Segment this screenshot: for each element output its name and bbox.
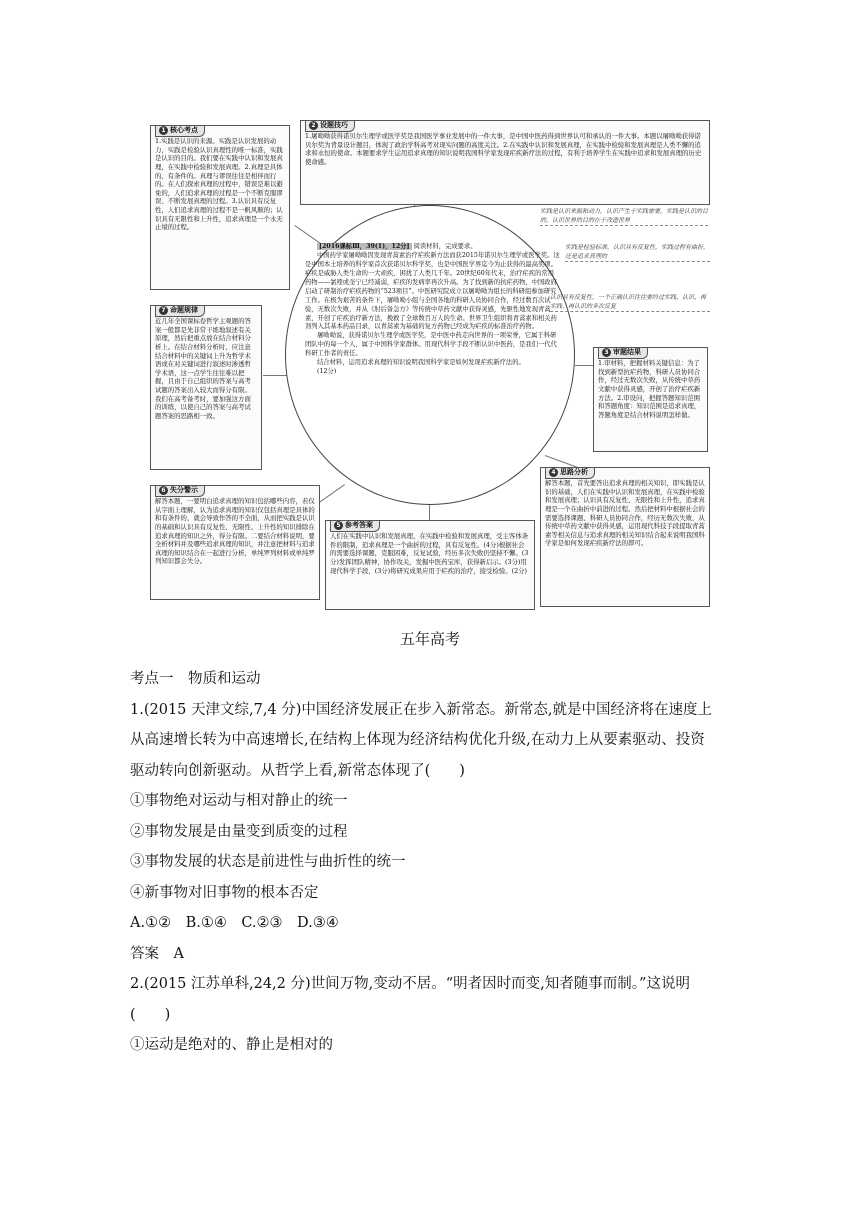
question-content: [130, 664, 730, 1061]
question-stem: ( ): [130, 1006, 171, 1023]
material-text: [305, 243, 560, 377]
box-tab: 5 参考答案: [330, 520, 380, 532]
handwritten-note: 实践是检验标准，认识具有反复性，实践过程有曲折，还是追求真理的: [565, 244, 710, 260]
box-approach-analysis: [540, 467, 710, 607]
material-score: (12分): [317, 368, 337, 376]
connector-line: [316, 484, 345, 505]
box-text: 解答本题，首先要答出追求真理的相关知识，即实践是认识的基础，人们在实践中认识和发展真理，在实践中检验和发展真理；认识具有反复性、无限性和上升性，追求真理是一个在曲折中前进的过程。然后把材料中根据社会的需要选择课题、科研人员协同合作，经历无数次失败，从传统中草药文献中获得灵感，运用现代科技手段提取青蒿素等相关信息与追求真理的相关知识结合起来说明我国科学家是如何发现疟疾新疗法的即可。: [545, 479, 705, 548]
connector-line: [575, 365, 595, 366]
question-option: ③事物发展的状态是前进性与曲折性的统一: [130, 854, 406, 870]
box-text: 1.审材料，把握材料关键信息：为了找到新型抗疟药物，科研人员协同合作，经过无数次失败，从传统中草药文献中获得灵感，开创了治疗疟疾新方法。2.审设问，把握答题知识范围和答题角度：知识范围是追求真理，答题角度是结合材料说明怎样做。: [598, 359, 701, 419]
question-option: ①运动是绝对的、静止是相对的: [130, 1037, 333, 1053]
box-tab: 2 设题技巧: [305, 120, 355, 132]
knowledge-map-figure: [145, 115, 720, 615]
box-reference-answer: [325, 520, 535, 610]
handwritten-note: 认识具有反复性，一个正确认识往往要经过实践、认识、再实践、再认识的多次反复: [550, 293, 710, 312]
box-text: 解答本题，一要明白追求真理的知识包括哪些内容，若仅从字面上理解，认为追求真理的知识仅包括真理是具体的和有条件的，就会导致作答的不全面，从而把实践是认识的基础和认识具有反复性、无限性、上升性的知识排除在追求真理的知识之外，得分有限。二要结合材料说明，要全析材料并及哪些追求真理的知识，并注意把材料与追求真理的知识结合在一起进行分析，单纯罗列材料或单纯罗列知识都会失分。: [155, 497, 315, 566]
question-stem: 从高速增长转为中高速增长,在结构上体现为经济结构优化升级,在动力上从要素驱动、投资: [130, 732, 705, 748]
handwritten-note: 实践是认识来源和动力，认识产生于实践需要，实践是认识的目的，认识世界的目的在于改造世界: [540, 208, 709, 224]
box-text: 近几年全国课标卷哲学主观题的答案一般都是先非常干练地叙述有关原理，然后把重点放在结合材料分析上。在结合材料分析时，应注意结合材料中的关键词上升为哲学术语或在对关键词进行叙述时渗透哲学术语，这一点学生往往难以把握，且由于自己组织的答案与高考试题的答案出入较大而得分有限。我们在高考备考时，要加强这方面的训练，以使自己的答案与高考试题答案的思路相一致。: [155, 317, 251, 421]
box-review-results: [593, 347, 708, 452]
box-design-skills: [300, 120, 710, 205]
box-core-points: [150, 125, 290, 290]
box-tab: 7 命题规律: [155, 305, 205, 317]
section-caption: 五年高考: [399, 630, 460, 648]
question-option: ④新事物对旧事物的根本否定: [130, 884, 319, 901]
section-heading: 考点一 物质和运动: [130, 671, 261, 687]
box-tab: 3 审题结果: [598, 347, 648, 359]
material-para: 屠呦呦说，获得诺贝尔生理学或医学奖，是中医中药走向世界的一项荣誉，它属于科研团队中的每一个人，属于中国科学家群体。用现代科学手段不断认识中医药，是我们一代代科研工作者的责任。: [305, 332, 557, 358]
question-option: ①事物绝对运动与相对静止的统一: [130, 793, 348, 809]
box-tab: 1 核心考点: [155, 125, 205, 137]
question-option: ②事物发展是由量变到质变的过程: [130, 823, 348, 840]
question-stem: 驱动转向创新驱动。从哲学上看,新常态体现了( ): [130, 762, 465, 779]
box-text: 1.屠呦呦获得诺贝尔生理学或医学奖是我国医学事业发展中的一件大事，是中国中医药得到世界认可和承认的一件大事。本题以屠呦呦获得诺贝尔奖为背景设计题目，体现了政治学科高考对现实问题的高度关注。2.在实践中认识和发展真理，在实践中检验和发展真理是人类不懈的追求和永恒的使命。本题要求学生运用追求真理的知识说明我国科学家发现疟疾新疗法的过程，有利于培养学生在实践中追求和发展真理的历史使命感。: [305, 132, 702, 166]
question-stem: 1.(2015 天津文综,7,4 分)中国经济发展正在步入新常态。新常态,就是中国经济将在速度上: [130, 701, 713, 718]
box-score-warning: [150, 485, 320, 600]
material-source: [2016课标Ⅲ，39(1)，12分]: [319, 243, 410, 250]
material-para: 结合材料，运用追求真理的知识说明我国科学家是如何发现疟疾新疗法的。: [317, 359, 525, 367]
box-tab: 4 思路分析: [545, 467, 595, 479]
answer-choices: A.①② B.①④ C.②③ D.③④: [130, 915, 339, 931]
material-lead: 阅读材料，完成要求。: [413, 243, 477, 250]
box-proposition-rules: [150, 305, 262, 470]
material-para: 中国药学家屠呦呦因发现青蒿素治疗疟疾新方法而获2015年诺贝尔生理学或医学奖。这是中国本土培养的科学家首次获诺贝尔科学奖，也是中国医学界迄今为止获得的最高奖项。疟疾是威胁人类生命的一大顽疾，困扰了人类几千年。20世纪60年代末，治疗疟疾的常用药物——氯喹或奎宁已经减弱，疟疾的发病率再次升高。为了找到新的抗疟药物，中国政府启动了研制治疗疟疾药物的“523项目”。中医研究院成立以屠呦呦为组长的科研组参加研究工作。在极为艰苦的条件下，屠呦呦小组与全国各地的科研人员协同合作，经过数百次试验，无数次失败，并从《肘后备急方》等传统中草药文献中获得灵感，先驱性地发现青蒿素，开创了疟疾治疗新方法，挽救了全球数百万人的生命。世界卫生组织将青蒿素和相关药剂列入其基本药品目录，以青蒿素为基础的复方药物已经成为疟疾的标准治疗药物。: [305, 251, 560, 331]
question-stem: 2.(2015 江苏单科,24,2 分)世间万物,变动不居。“明者因时而变,知者随事而制。”这说明: [130, 976, 690, 992]
box-text: 人们在实践中认识和发展真理，在实践中检验和发展真理，受主客体条件的限制，追求真理是一个曲折的过程，具有反复性。(4分)根据社会的需要选择课题，克服困难，反复试验，经历多次失败仍坚持不懈。(3分)发挥团队精神，协作攻关，发掘中医药宝库，获得新启示。(3分)用现代科学手段，(3分)将研究成果应用于疟疾的治疗，接受检验。(2分): [330, 532, 529, 575]
answer-key: 答案 A: [130, 945, 184, 962]
box-tab: 6 失分警示: [155, 485, 205, 497]
box-text: 1.实践是认识的来源。实践是认识发展的动力，实践是检验认识真理性的唯一标准，实践是认识的目的。我们要在实践中认识和发展真理，在实践中检验和发展真理。2.真理是具体的，有条件的。真理与谬误往往是相伴而行的。在人们探索真理的过程中，错误是难以避免的，人们追求真理的过程是一个不断克服谬误、不断发展真理的过程。3.认识具有反复性，人们追求真理的过程不是一帆风顺的；认识具有无限性和上升性，追求真理是一个永无止境的过程。: [155, 137, 283, 232]
